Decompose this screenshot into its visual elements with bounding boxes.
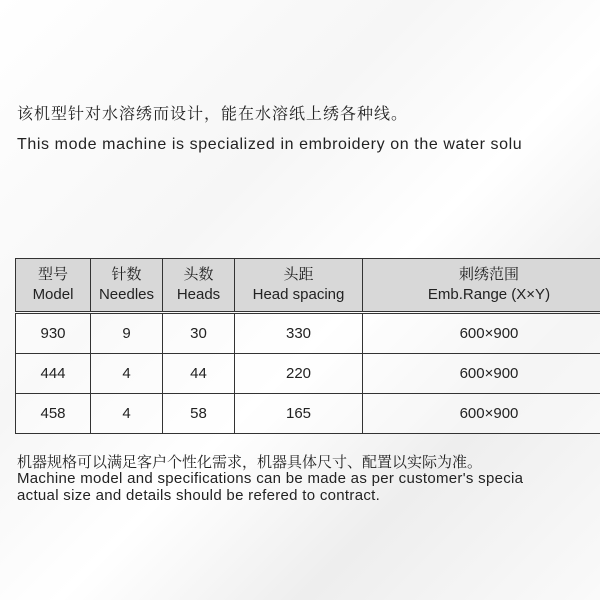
header-heads-en: Heads (176, 286, 221, 303)
header-needles-cn: 针数 (111, 266, 142, 283)
header-needles-en: Needles (98, 286, 155, 303)
cell-head-spacing: 165 (235, 394, 363, 434)
cell-emb-range: 600×900 (363, 354, 600, 394)
header-emb-range-en: Emb.Range (X×Y) (427, 286, 551, 303)
header-model-cn: 型号 (37, 266, 68, 283)
cell-heads: 44 (163, 354, 235, 394)
specification-table (15, 258, 600, 434)
table-row (16, 354, 600, 394)
cell-heads: 58 (163, 394, 235, 434)
cell-model: 930 (16, 313, 91, 354)
cell-needles: 4 (91, 394, 163, 434)
table-row (16, 313, 600, 354)
note-english-line-1: Machine model and specifications can be made as per customer's specia (17, 470, 524, 487)
header-emb-range-cn: 刺绣范围 (458, 266, 519, 283)
cell-heads: 30 (163, 313, 235, 354)
header-model-en: Model (32, 286, 74, 303)
cell-model: 458 (16, 394, 91, 434)
cell-head-spacing: 330 (235, 313, 363, 354)
table-header-row (16, 259, 600, 313)
cell-needles: 9 (91, 313, 163, 354)
table-row (16, 394, 600, 434)
note-english-line-2: actual size and details should be refered to contract. (17, 487, 381, 504)
note-chinese-text: 机器规格可以满足客户个性化需求，机器具体尺寸、配置以实际为准。 (17, 454, 483, 471)
header-heads (163, 259, 235, 313)
cell-needles: 4 (91, 354, 163, 394)
intro-chinese-text: 该机型针对水溶绣而设计，能在水溶纸上绣各种线。 (17, 106, 409, 123)
header-head-spacing-cn: 头距 (283, 266, 314, 283)
cell-emb-range: 600×900 (363, 313, 600, 354)
cell-head-spacing: 220 (235, 354, 363, 394)
header-heads-cn: 头数 (183, 266, 214, 283)
header-model (16, 259, 91, 313)
header-needles (91, 259, 163, 313)
header-emb-range (363, 259, 600, 313)
header-head-spacing-en: Head spacing (252, 286, 345, 303)
cell-model: 444 (16, 354, 91, 394)
cell-emb-range: 600×900 (363, 394, 600, 434)
intro-english-text: This mode machine is specialized in embroidery on the water solu (17, 136, 523, 153)
header-head-spacing (235, 259, 363, 313)
